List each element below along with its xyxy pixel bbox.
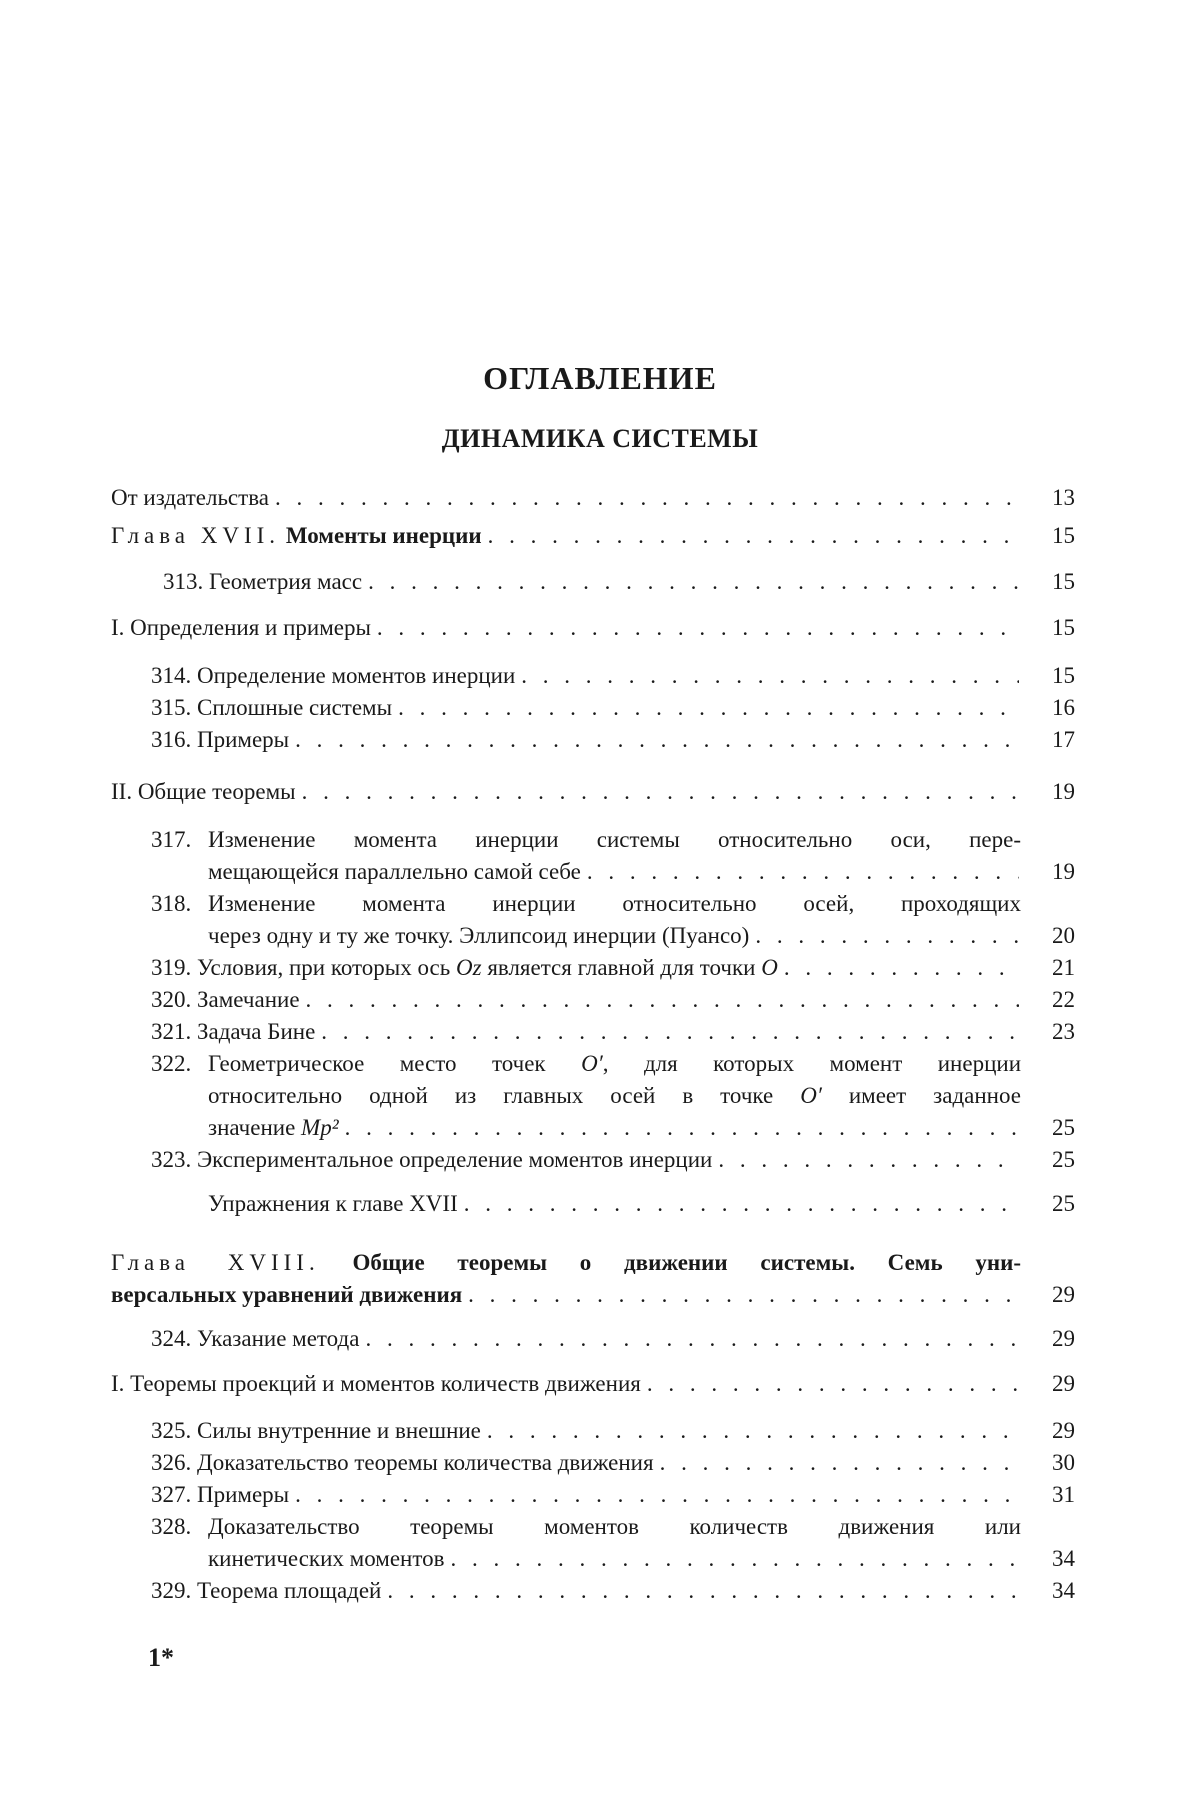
section-number: 314. (151, 663, 192, 688)
toc-entry-label: через одну и ту же точку. Эллипсоид инерции (Пуансо) (208, 923, 750, 948)
section-title: ДИНАМИКА СИСТЕМЫ (441, 424, 759, 453)
dot-leader (275, 484, 1019, 512)
toc-entry-label (208, 1114, 339, 1142)
axis-symbol: Oz (456, 955, 482, 980)
section-title-part: является главной для точки (481, 955, 762, 980)
toc-entry-label (151, 694, 392, 722)
toc-entry-322-line2[interactable] (208, 1082, 1021, 1110)
toc-entry-part-3[interactable] (111, 1370, 1075, 1398)
section-title: Сплошные системы (197, 695, 393, 720)
page-title: ОГЛАВЛЕНИЕ (483, 360, 717, 396)
section-number: 316. (151, 727, 192, 752)
toc-entry-label: I. Теоремы проекций и моментов количеств движения (111, 1371, 641, 1396)
toc-entry-label: Упражнения к главе XVII (208, 1191, 458, 1216)
section-number: 324. (151, 1326, 192, 1351)
toc-page-number: 15 (1052, 523, 1075, 548)
toc-entry-318-line1[interactable]: Изменение момента инерции относительно осей, проходящих (208, 891, 1021, 916)
toc-entry-label: версальных уравнений движения (111, 1282, 463, 1307)
chapter-title: Моменты инерции (285, 523, 482, 548)
chapter-prefix: Глава XVIII. (111, 1250, 320, 1275)
toc-page-number: 34 (1052, 1546, 1075, 1571)
toc-entry-328[interactable] (208, 1545, 1075, 1573)
dot-leader (365, 1325, 1019, 1353)
toc-page-number: 25 (1052, 1147, 1075, 1172)
toc-entry-315[interactable] (151, 694, 1075, 722)
dot-leader (306, 986, 1019, 1014)
toc-page-number: 16 (1052, 695, 1075, 720)
section-number: 319. (151, 955, 192, 980)
section-title: Теорема площадей (197, 1578, 382, 1603)
toc-entry-chapter-18[interactable] (111, 1281, 1075, 1309)
toc-entry-publisher[interactable] (111, 484, 1075, 512)
section-number: 320. (151, 987, 192, 1012)
toc-entry-label (151, 1146, 712, 1174)
section-title: Геометрия масс (209, 569, 363, 594)
toc-entry-label (151, 986, 300, 1014)
toc-page-number: 34 (1052, 1578, 1075, 1603)
toc-entry-label (151, 1018, 315, 1046)
toc-entry-317[interactable] (208, 858, 1075, 886)
toc-entry-label (151, 662, 515, 690)
toc-entry-label (151, 1481, 289, 1509)
toc-entry-label (111, 522, 482, 550)
section-number: 323. (151, 1147, 192, 1172)
toc-entry-328-line1[interactable]: Доказательство теоремы моментов количеств движения или (208, 1514, 1021, 1539)
dot-leader (587, 858, 1019, 886)
section-number: 318. (151, 891, 192, 916)
toc-entry-label (151, 954, 778, 982)
section-number: 322. (151, 1051, 192, 1076)
section-title: Замечание (197, 987, 300, 1012)
toc-entry-317-line1[interactable]: Изменение момента инерции системы относительно оси, пере- (208, 827, 1021, 852)
toc-page-number: 13 (1052, 485, 1075, 510)
toc-entry-327[interactable] (151, 1481, 1075, 1509)
toc-page-number: 31 (1052, 1482, 1075, 1507)
toc-entry-label (151, 726, 289, 754)
toc-entry-325[interactable] (151, 1417, 1075, 1445)
section-number: 325. (151, 1418, 192, 1443)
chapter-prefix: Глава XVII. (111, 523, 281, 548)
point-symbol: O (761, 955, 778, 980)
toc-entry-label: мещающейся параллельно самой себе (208, 859, 581, 884)
toc-page-number: 29 (1052, 1418, 1075, 1443)
toc-entry-chapter-17[interactable] (111, 522, 1075, 550)
dot-leader (295, 1481, 1019, 1509)
toc-entry-322[interactable] (208, 1114, 1075, 1142)
toc-entry-label: кинетических моментов (208, 1546, 445, 1571)
dot-leader (368, 568, 1019, 596)
dot-leader (464, 1190, 1019, 1218)
toc-entry-label (163, 568, 362, 596)
toc-entry-322-line1[interactable] (208, 1050, 1021, 1078)
section-title: Указание метода (197, 1326, 360, 1351)
text-part: относительно одной из главных осей в точке (208, 1083, 801, 1108)
dot-leader (321, 1018, 1019, 1046)
dot-leader (387, 1577, 1019, 1605)
toc-entry-chapter-18-line1[interactable] (111, 1249, 1021, 1277)
toc-entry-label (151, 1325, 359, 1353)
dot-leader (488, 522, 1019, 550)
section-number: 327. (151, 1482, 192, 1507)
dot-leader (718, 1146, 1019, 1174)
dot-leader (487, 1417, 1019, 1445)
toc-page-number: 15 (1052, 663, 1075, 688)
toc-entry-label: От издательства (111, 485, 269, 510)
toc-entry-314[interactable] (151, 662, 1075, 690)
text-part: Геометрическое место точек (208, 1051, 582, 1076)
section-number: 317. (151, 827, 192, 852)
point-symbol: O′ (800, 1083, 822, 1108)
toc-entry-323[interactable] (151, 1146, 1075, 1174)
toc-page-number: 19 (1052, 779, 1075, 804)
section-number: 321. (151, 1019, 192, 1044)
toc-page-number: 22 (1052, 987, 1075, 1012)
section-number: 329. (151, 1578, 192, 1603)
dot-leader (755, 922, 1019, 950)
toc-page-number: 21 (1052, 955, 1075, 980)
section-number: 328. (151, 1514, 192, 1539)
toc-entry-313[interactable] (163, 568, 1075, 596)
section-number: 313. (163, 569, 204, 594)
dot-leader (468, 1281, 1019, 1309)
dot-leader (660, 1449, 1019, 1477)
point-symbol: O′ (581, 1051, 603, 1076)
toc-entry-label (151, 1417, 481, 1445)
dot-leader (398, 694, 1019, 722)
text-part: , для которых момент инерции (602, 1051, 1022, 1076)
section-number: 326. (151, 1450, 192, 1475)
dot-leader (647, 1370, 1019, 1398)
toc-entry-exercises-17[interactable] (208, 1190, 1075, 1218)
section-title: Доказательство теоремы количества движения (197, 1450, 654, 1475)
dot-leader (302, 778, 1019, 806)
section-title: Примеры (197, 727, 290, 752)
section-title: Задача Бине (197, 1019, 316, 1044)
toc-page-number: 15 (1052, 569, 1075, 594)
dot-leader (345, 1114, 1019, 1142)
toc-page-number: 23 (1052, 1019, 1075, 1044)
toc-entry-label: I. Определения и примеры (111, 615, 371, 640)
section-title: Экспериментальное определение моментов инерции (197, 1147, 713, 1172)
toc-entry-326[interactable] (151, 1449, 1075, 1477)
toc-entry-320[interactable] (151, 986, 1075, 1014)
toc-page-number: 19 (1052, 859, 1075, 884)
signature-mark: 1* (148, 1643, 174, 1672)
section-title: Силы внутренние и внешние (197, 1418, 481, 1443)
toc-page-number: 29 (1052, 1326, 1075, 1351)
chapter-title: Общие теоремы о движении системы. Семь уни- (352, 1250, 1022, 1275)
toc-entry-319[interactable] (151, 954, 1075, 982)
toc-page-number: 29 (1052, 1371, 1075, 1396)
toc-page-number: 15 (1052, 615, 1075, 640)
toc-entry-321[interactable] (151, 1018, 1075, 1046)
text-part: значение (208, 1115, 302, 1140)
section-title: Определение моментов инерции (197, 663, 516, 688)
toc-entry-label (151, 1449, 654, 1477)
toc-page-number: 25 (1052, 1191, 1075, 1216)
dot-leader (377, 614, 1019, 642)
toc-entry-324[interactable] (151, 1325, 1075, 1353)
toc-page-number: 30 (1052, 1450, 1075, 1475)
toc-entry-label: II. Общие теоремы (111, 779, 296, 804)
section-title: Примеры (197, 1482, 290, 1507)
toc-entry-318[interactable] (208, 922, 1075, 950)
toc-entry-part-2[interactable] (111, 778, 1075, 806)
dot-leader (295, 726, 1019, 754)
dot-leader (521, 662, 1019, 690)
text-part: имеет заданное (821, 1083, 1021, 1108)
toc-entry-label (151, 1577, 381, 1605)
formula: Mp² (301, 1115, 339, 1140)
dot-leader (450, 1545, 1019, 1573)
toc-page-number: 25 (1052, 1115, 1075, 1140)
toc-entry-316[interactable] (151, 726, 1075, 754)
dot-leader (784, 954, 1019, 982)
toc-page-number: 17 (1052, 727, 1075, 752)
toc-entry-329[interactable] (151, 1577, 1075, 1605)
section-number: 315. (151, 695, 192, 720)
toc-page-number: 29 (1052, 1282, 1075, 1307)
toc-entry-part-1[interactable] (111, 614, 1075, 642)
toc-page-number: 20 (1052, 923, 1075, 948)
section-title-part: Условия, при которых ось (197, 955, 456, 980)
